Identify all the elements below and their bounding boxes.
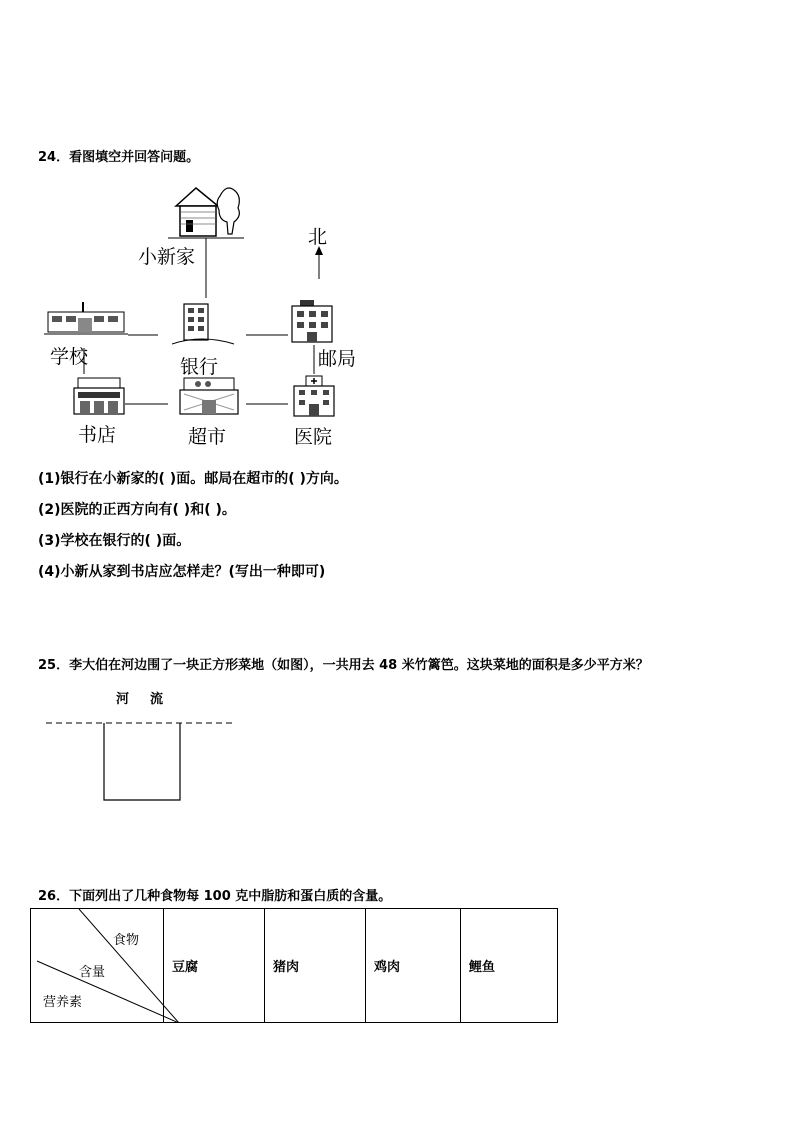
q24-line-4: (4)小新从家到书店应怎样走？(写出一种即可) <box>38 564 326 580</box>
food-chicken: 鸡肉 <box>366 909 461 1023</box>
corner-label-food: 食物 <box>113 933 140 948</box>
label-hospital: 医院 <box>294 426 333 448</box>
food-carp: 鲤鱼 <box>461 909 558 1023</box>
q26-title: 26．下面列出了几种食物每 100 克中脂肪和蛋白质的含量。 <box>38 889 392 904</box>
q24-line-1: (1)银行在小新家的( )面。邮局在超市的( )方向。 <box>38 471 348 487</box>
vegetable-plot-diagram <box>44 718 244 802</box>
table-corner-header <box>31 909 164 1023</box>
label-north: 北 <box>308 226 328 248</box>
label-bank: 银行 <box>180 356 219 378</box>
label-bookstore: 书店 <box>78 424 117 446</box>
food-nutrition-table <box>30 908 558 1023</box>
q24-title: 24．看图填空并回答问题。 <box>38 150 200 165</box>
bank-icon <box>172 302 236 348</box>
hospital-icon <box>292 374 336 418</box>
house-icon <box>168 182 246 242</box>
river-char-1: 河 <box>116 692 130 707</box>
q24-line-3: (3)学校在银行的( )面。 <box>38 533 191 549</box>
corner-label-amount: 含量 <box>79 965 106 980</box>
food-tofu: 豆腐 <box>164 909 265 1023</box>
table-row <box>31 909 558 1023</box>
school-icon <box>44 300 128 342</box>
label-school: 学校 <box>50 346 89 368</box>
food-pork: 猪肉 <box>265 909 366 1023</box>
q25-title: 25．李大伯在河边围了一块正方形菜地（如图），一共用去 48 米竹篱笆。这块菜地的面积是多少平方米？ <box>38 658 649 673</box>
label-xiaoxin-home: 小新家 <box>138 246 196 268</box>
label-supermarket: 超市 <box>188 426 227 448</box>
bookstore-icon <box>70 376 128 418</box>
post-office-icon <box>290 298 336 344</box>
corner-label-nutrient: 营养素 <box>43 995 83 1010</box>
label-post-office: 邮局 <box>318 348 357 370</box>
river-char-2: 流 <box>150 692 164 707</box>
supermarket-icon <box>178 376 240 418</box>
q24-line-2: (2)医院的正西方向有( )和( )。 <box>38 502 236 518</box>
